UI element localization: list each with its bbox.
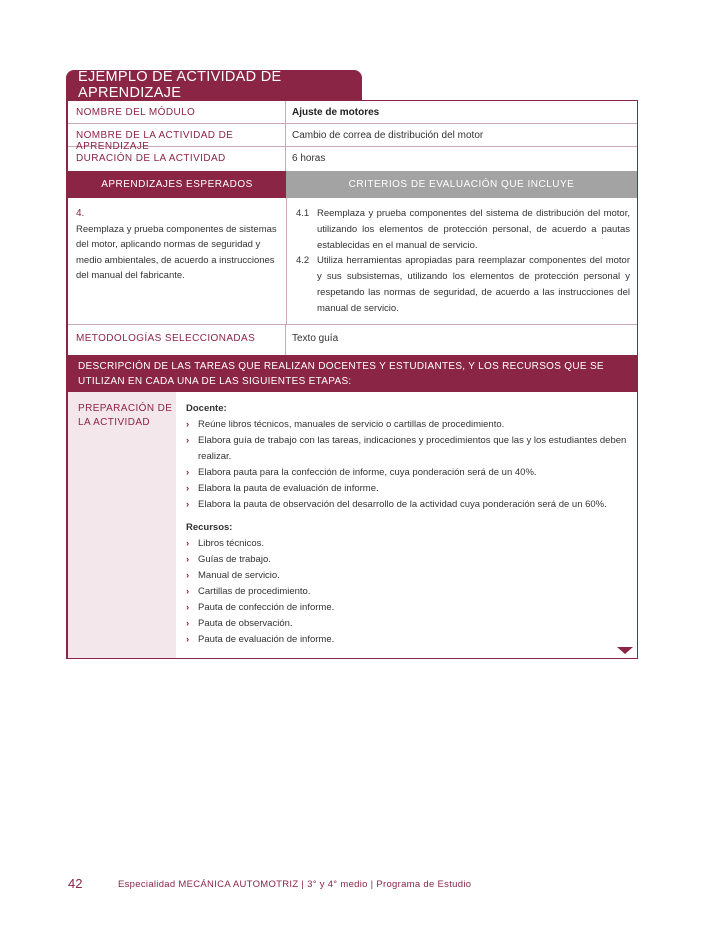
recurso-item: › Pauta de observación. <box>186 616 632 632</box>
criterion-item <box>296 253 630 316</box>
page-title: EJEMPLO DE ACTIVIDAD DE APRENDIZAJE <box>78 69 282 101</box>
recursos-title: Recursos: <box>186 522 233 533</box>
recurso-item: › Pauta de confección de informe. <box>186 600 632 616</box>
description-banner: DESCRIPCIÓN DE LAS TAREAS QUE REALIZAN DOCENTES Y ESTUDIANTES, Y LOS RECURSOS QUE SE UTILIZAN EN CADA UNA DE LAS SIGUIENTES ETAPAS: <box>68 355 637 392</box>
recurso-item: › Libros técnicos. <box>186 536 632 552</box>
label-duracion: DURACIÓN DE LA ACTIVIDAD <box>68 147 286 171</box>
recurso-item: › Cartillas de procedimiento. <box>186 584 632 600</box>
criteria-list <box>296 206 630 317</box>
recurso-item: › Manual de servicio. <box>186 568 632 584</box>
criterion-item <box>296 206 630 253</box>
footer-text: Especialidad MECÁNICA AUTOMOTRIZ | 3° y 4° medio | Programa de Estudio <box>118 879 472 890</box>
label-metodologias: METODOLOGÍAS SELECCIONADAS <box>68 325 286 355</box>
criterion-number: 4.2 <box>296 255 310 267</box>
criterion-text: Reemplaza y prueba componentes del sistema de distribución del motor, utilizando los elementos de protección personal, de acuerdo a pautas establecidas en el manual de servicio. <box>317 208 630 251</box>
value-modulo: Ajuste de motores <box>292 107 380 118</box>
header-criterios: CRITERIOS DE EVALUACIÓN QUE INCLUYE <box>286 171 637 198</box>
criterion-text: Utiliza herramientas apropiadas para reemplazar componentes del motor y sus subsistemas, utilizando los elementos de protección personal y respetando las normas de seguridad, de acuerdo a las instrucciones del manual de servicio. <box>317 255 630 314</box>
label-modulo: NOMBRE DEL MÓDULO <box>68 101 286 123</box>
value-duracion: 6 horas <box>292 153 326 164</box>
learning-text: Reemplaza y prueba componentes de sistemas del motor, aplicando normas de seguridad y medio ambientales, de acuerdo a instrucciones del manual del fabricante. <box>76 223 277 281</box>
page-number: 42 <box>68 876 83 891</box>
criterion-number: 4.1 <box>296 208 310 219</box>
row-metodologias <box>68 325 637 355</box>
learning-outcome <box>76 206 280 284</box>
value-metodologias: Texto guía <box>292 333 339 344</box>
learning-number: 4. <box>76 208 85 219</box>
row-modulo <box>68 101 637 124</box>
stage-label: PREPARACIÓN DE LA ACTIVIDAD <box>68 392 176 658</box>
stage-tasks <box>186 401 632 648</box>
docente-item: › Reúne libros técnicos, manuales de servicio o cartillas de procedimiento. <box>186 417 632 433</box>
docente-item: › Elabora guía de trabajo con las tareas, indicaciones y procedimientos que las y los estudiantes deben realizar. <box>186 433 632 465</box>
row-actividad <box>68 124 637 152</box>
columns-header <box>68 171 637 198</box>
docente-item: › Elabora pauta para la confección de informe, cuya ponderación será de un 40%. <box>186 465 632 481</box>
docente-title: Docente: <box>186 403 227 414</box>
value-actividad: Cambio de correa de distribución del motor <box>292 130 484 141</box>
activity-table <box>66 100 638 659</box>
column-divider <box>286 198 287 324</box>
row-duracion <box>68 147 637 171</box>
recurso-item: › Pauta de evaluación de informe. <box>186 632 632 648</box>
activity-title-tab <box>66 70 362 100</box>
header-aprendizajes: APRENDIZAJES ESPERADOS <box>68 171 286 198</box>
docente-item: › Elabora la pauta de evaluación de informe. <box>186 481 632 497</box>
continue-triangle-icon <box>617 647 633 654</box>
label-actividad: NOMBRE DE LA ACTIVIDAD DE APRENDIZAJE <box>68 124 286 146</box>
docente-item: › Elabora la pauta de observación del desarrollo de la actividad cuya ponderación será de un 60%. <box>186 497 632 513</box>
recurso-item: › Guías de trabajo. <box>186 552 632 568</box>
